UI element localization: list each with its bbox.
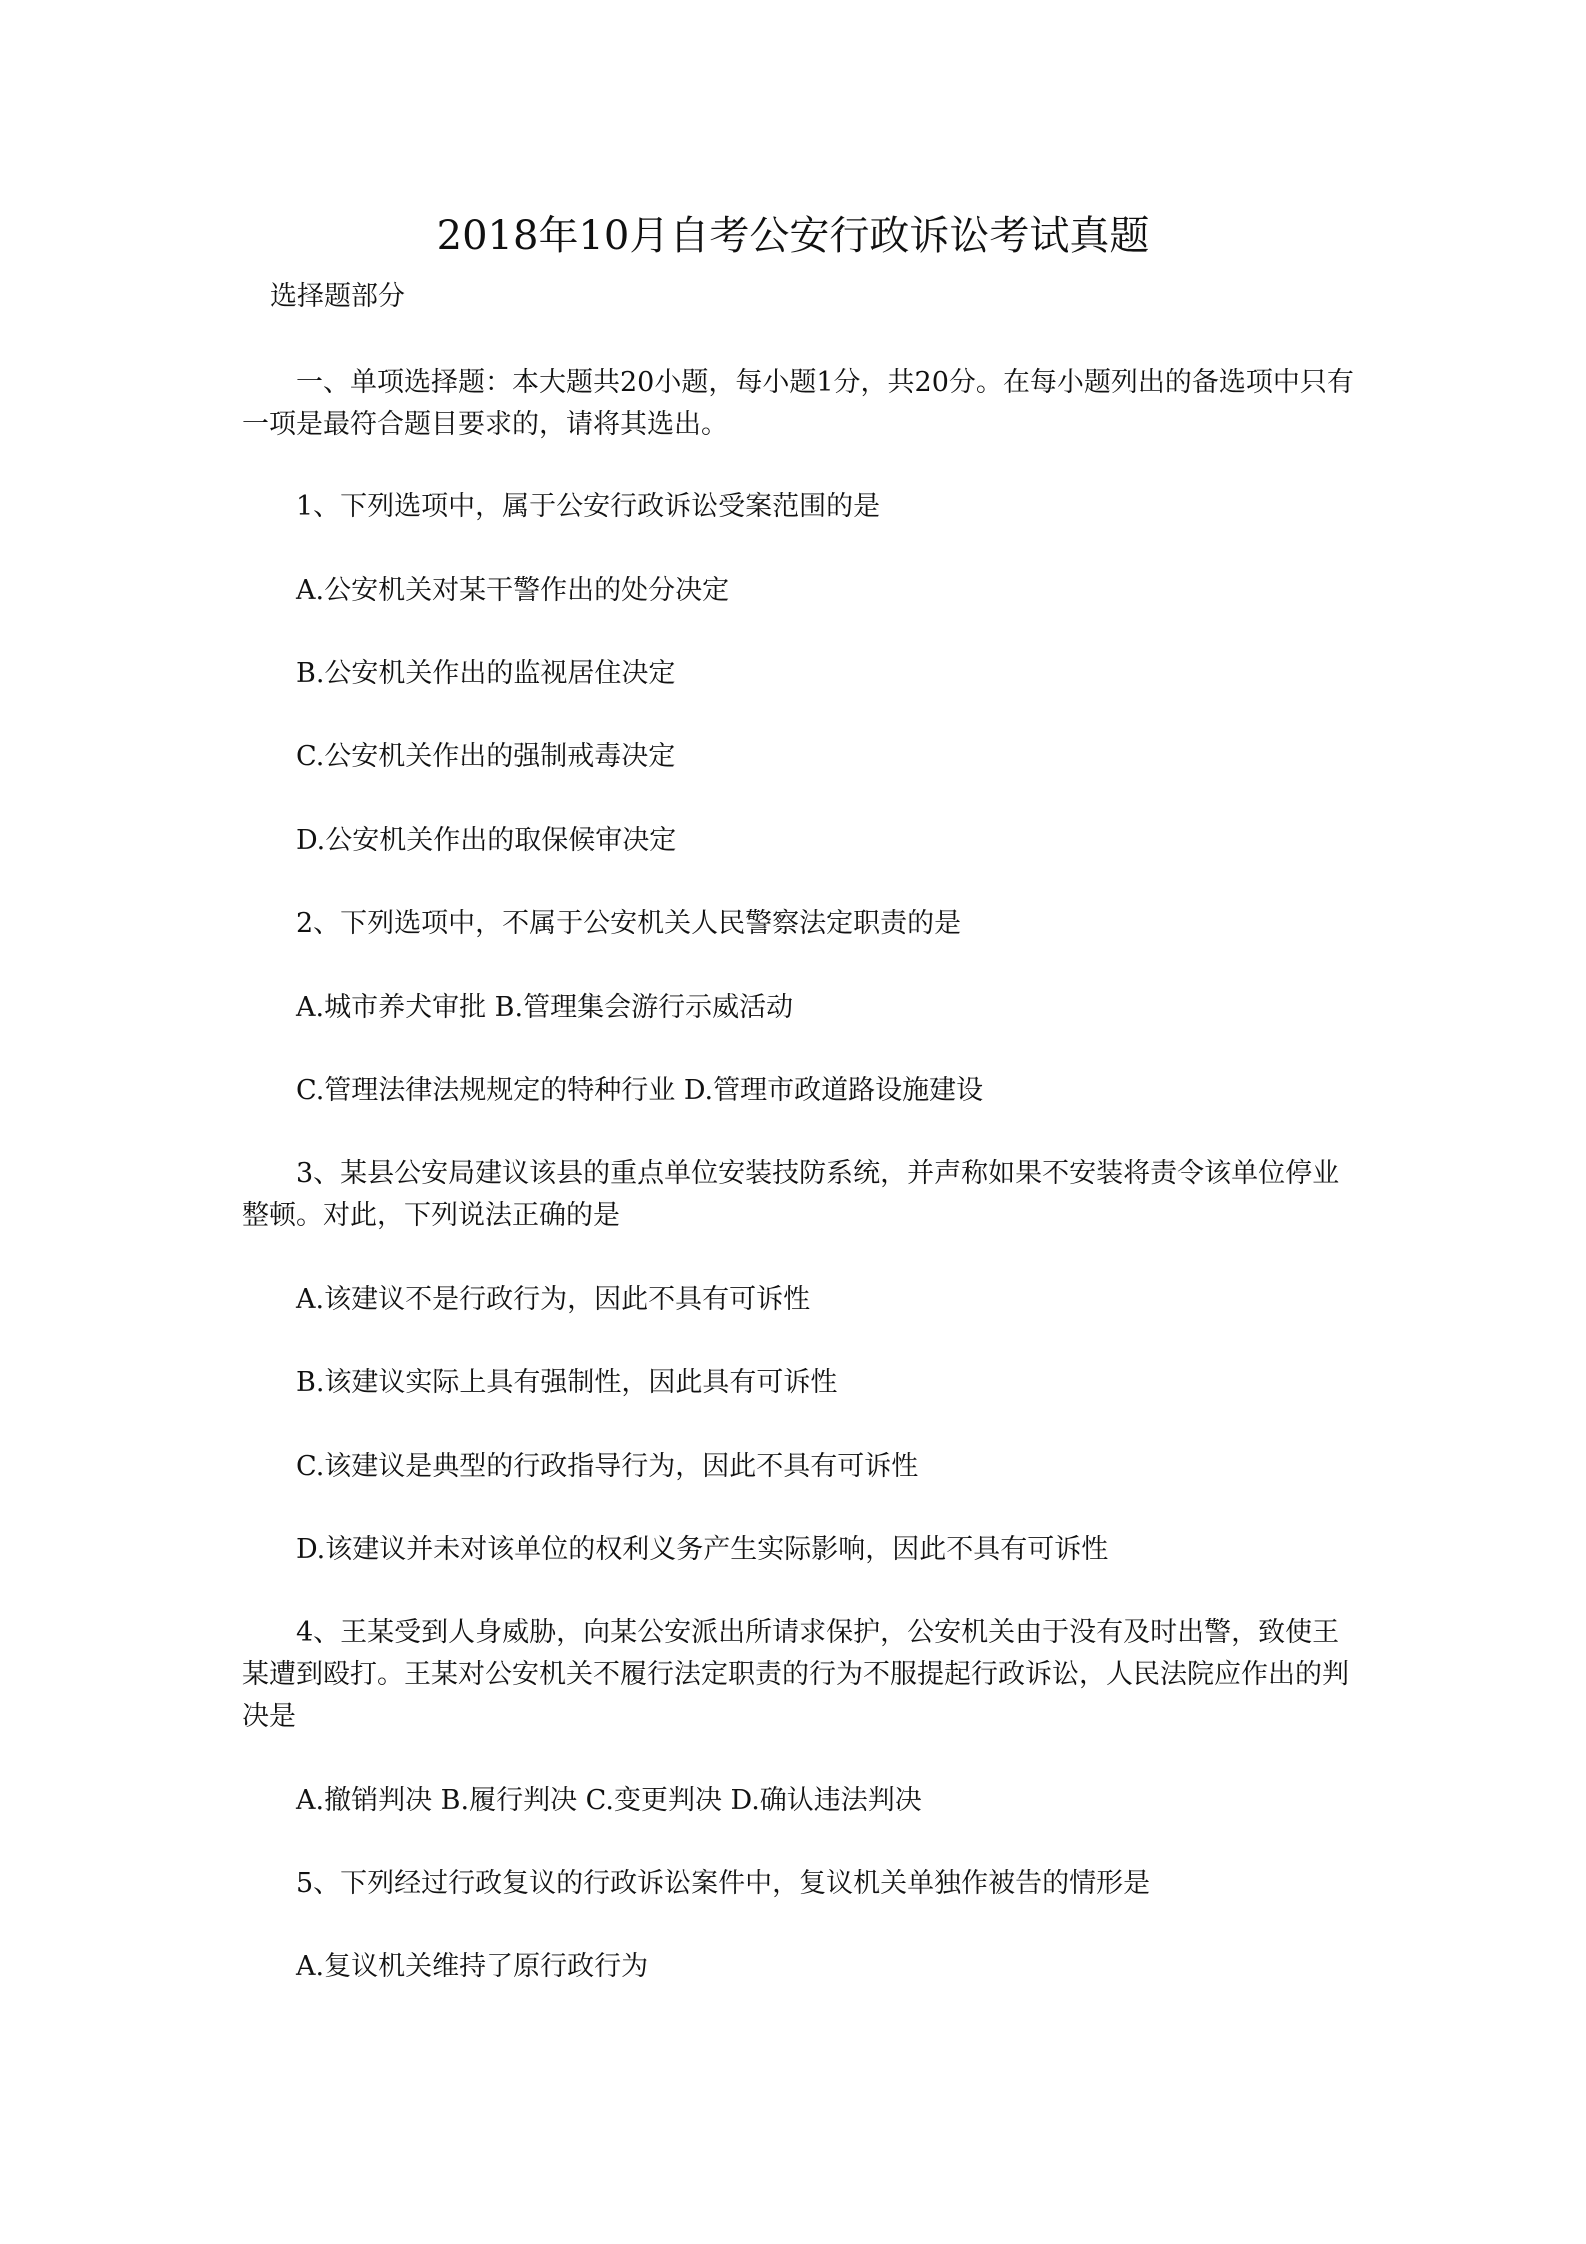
- question-1-option-a: A.公安机关对某干警作出的处分决定: [296, 575, 730, 606]
- question-3-option-c: C.该建议是典型的行政指导行为，因此不具有可诉性: [296, 1451, 919, 1482]
- question-5-option-a: A.复议机关维持了原行政行为: [296, 1951, 649, 1982]
- question-3-option-d: D.该建议并未对该单位的权利义务产生实际影响，因此不具有可诉性: [296, 1534, 1109, 1565]
- question-1-option-d: D.公安机关作出的取保候审决定: [296, 825, 677, 856]
- instructions-paragraph: 一、单项选择题：本大题共20小题，每小题1分，共20分。在每小题列出的备选项中只有一项是最符合题目要求的，请将其选出。: [242, 367, 1354, 440]
- question-5-stem: 5、下列经过行政复议的行政诉讼案件中，复议机关单独作被告的情形是: [296, 1868, 1151, 1899]
- question-3-option-a: A.该建议不是行政行为，因此不具有可诉性: [296, 1284, 811, 1315]
- section-label: 选择题部分: [270, 281, 405, 312]
- question-1-option-c: C.公安机关作出的强制戒毒决定: [296, 741, 676, 772]
- question-4-stem: 4、王某受到人身威胁，向某公安派出所请求保护，公安机关由于没有及时出警，致使王某遭到殴打。王某对公安机关不履行法定职责的行为不服提起行政诉讼，人民法院应作出的判决是: [242, 1617, 1349, 1732]
- question-2-options-ab: A.城市养犬审批 B.管理集会游行示威活动: [296, 992, 794, 1023]
- question-2-options-cd: C.管理法律法规规定的特种行业 D.管理市政道路设施建设: [296, 1075, 984, 1106]
- question-1-stem: 1、下列选项中，属于公安行政诉讼受案范围的是: [296, 491, 881, 522]
- question-3-stem: 3、某县公安局建议该县的重点单位安装技防系统，并声称如果不安装将责令该单位停业整顿。对此，下列说法正确的是: [242, 1158, 1340, 1231]
- question-2-stem: 2、下列选项中，不属于公安机关人民警察法定职责的是: [296, 908, 962, 939]
- question-1-option-b: B.公安机关作出的监视居住决定: [296, 658, 676, 689]
- question-3-option-b: B.该建议实际上具有强制性，因此具有可诉性: [296, 1367, 838, 1398]
- question-4-options: A.撤销判决 B.履行判决 C.变更判决 D.确认违法判决: [296, 1785, 922, 1816]
- page-title: 2018年10月自考公安行政诉讼考试真题: [436, 213, 1150, 259]
